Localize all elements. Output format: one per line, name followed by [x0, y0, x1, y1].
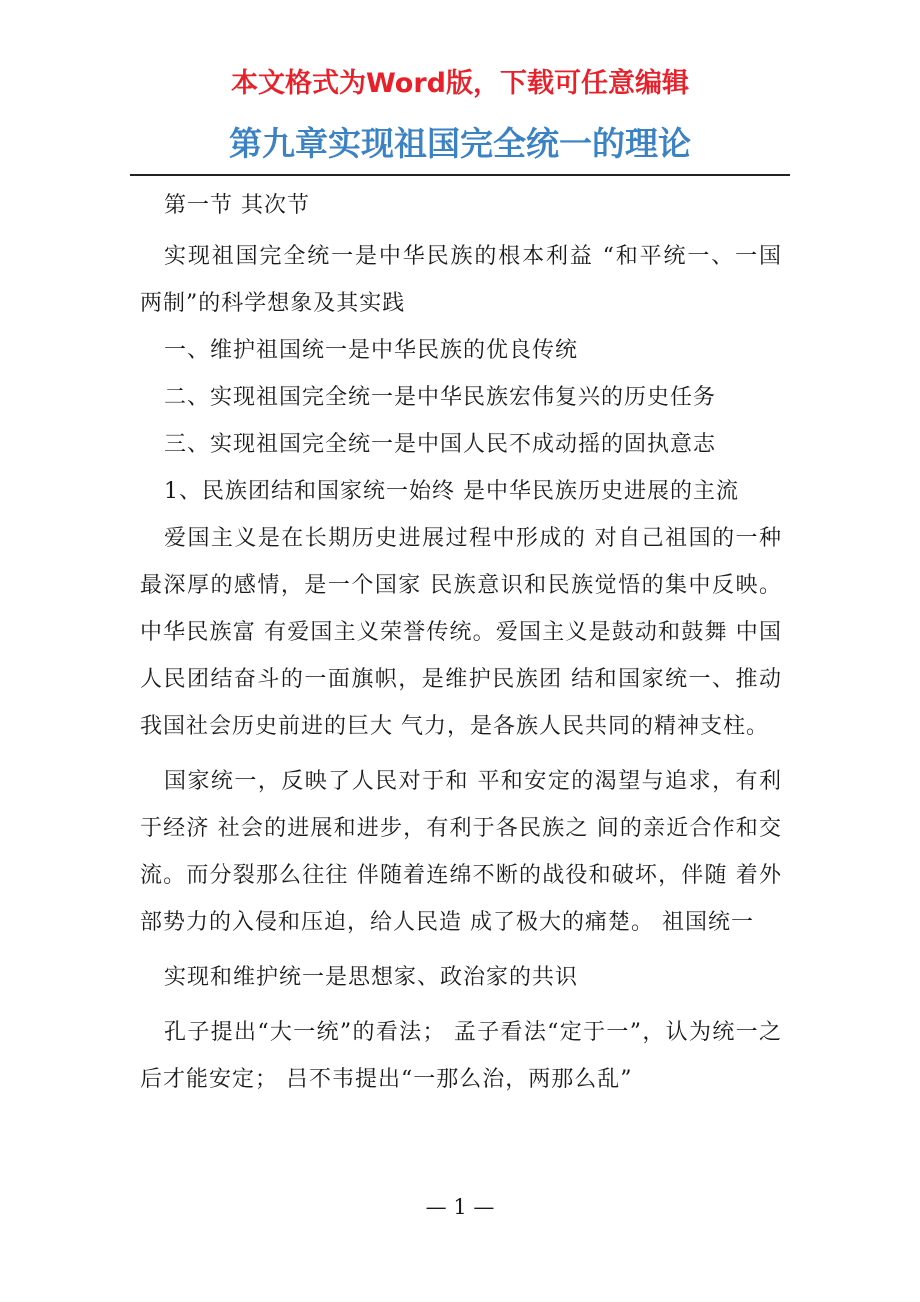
body-paragraph: 实现祖国完全统一是中华民族的根本利益 “和平统一、一国两制”的科学想象及其实践 [140, 244, 782, 316]
page-number: — 1 — [425, 1195, 495, 1219]
document-body [140, 182, 782, 1103]
body-paragraph: 二、实现祖国完全统一是中华民族宏伟复兴的历史任务 [164, 385, 717, 410]
body-paragraph: 三、实现祖国完全统一是中国人民不成动摇的固执意志 [164, 432, 717, 457]
body-paragraph: 1、民族团结和国家统一始终 是中华民族历史进展的主流 [164, 479, 739, 504]
body-paragraph: 国家统一，反映了人民对于和 平和安定的渴望与追求，有利于经济 社会的进展和进步，有利于各民族之 间的亲近合作和交流。而分裂那么往往 伴随着连绵不断的战役和破坏，伴随 着外部势力的入侵和压迫，给人民造 成了极大的痛楚。 祖国统一 [140, 769, 782, 935]
document-title: 第九章实现祖国完全统一的理论 [229, 124, 691, 163]
body-paragraph: 实现和维护统一是思想家、政治家的共识 [164, 965, 579, 990]
body-paragraph: 一、维护祖国统一是中华民族的优良传统 [164, 338, 579, 363]
body-paragraph: 爱国主义是在长期历史进展过程中形成的 对自己祖国的一种最深厚的感情，是一个国家 民族意识和民族觉悟的集中反映。中华民族富 有爱国主义荣誉传统。爱国主义是鼓动和鼓舞 中国人民团结奋斗的一面旗帜，是维护民族团 结和国家统一、推动我国社会历史前进的巨大 气力，是各族人民共同的精神支柱。 [140, 526, 782, 739]
section-heading: 第一节 其次节 [164, 193, 310, 218]
title-divider [130, 174, 790, 176]
format-banner: 本文格式为Word版，下载可任意编辑 [230, 68, 689, 99]
body-paragraph: 孔子提出“大一统”的看法； 孟子看法“定于一”，认为统一之后才能安定； 吕不韦提出“一那么治，两那么乱” [140, 1020, 782, 1092]
